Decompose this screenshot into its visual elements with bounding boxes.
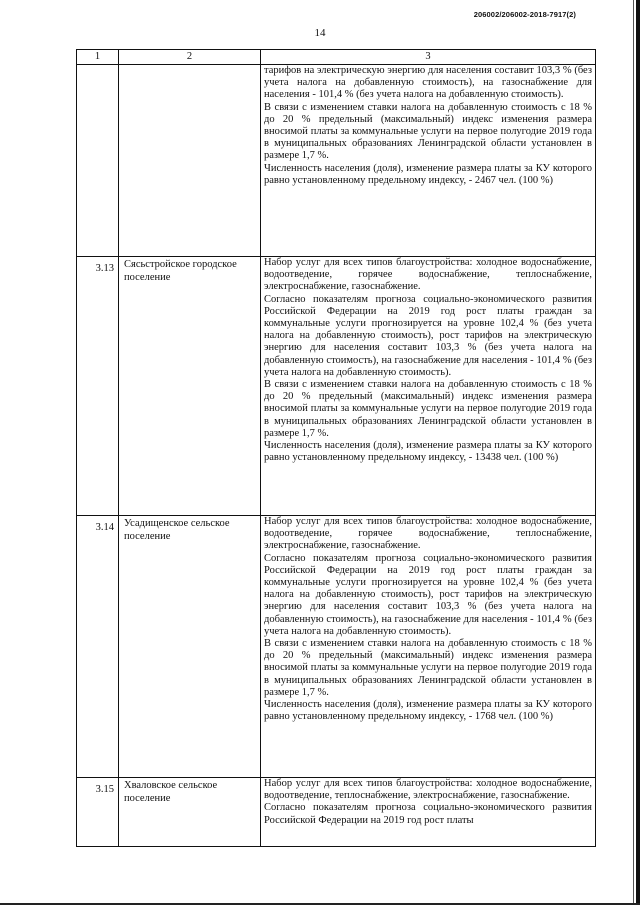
table-row xyxy=(77,257,595,516)
row-name-cell xyxy=(119,778,261,846)
paragraph: Согласно показателям прогноза социально-экономического развития Российской Федерации на 2019 год рост платы граждан за коммунальные услуги прогнозируется на уровне 102,4 % (без учета налога на добавленную стоимость), рост тарифов на электрическую энергию для населения составит 103,3 % (без учета налога на добавленную стоимость), на газоснабжение для населения - 101,4 % (без учета налога на добавленную стоимость). xyxy=(264,293,592,378)
row-text-cell xyxy=(261,516,595,777)
paragraph: Набор услуг для всех типов благоустройства: холодное водоснабжение, водоотведение, теплоснабжение, электроснабжение, газоснабжение. xyxy=(264,778,592,802)
page-number: 14 xyxy=(314,27,326,39)
table-row xyxy=(77,516,595,778)
paragraph: Набор услуг для всех типов благоустройства: холодное водоснабжение, водоотведение, горячее водоснабжение, теплоснабжение, электроснабжение, газоснабжение. xyxy=(264,257,592,293)
row-number: 3.15 xyxy=(95,784,114,795)
paragraph: В связи с изменением ставки налога на добавленную стоимость с 18 % до 20 % предельный (максимальный) индекс изменения размера вносимой платы за коммунальные услуги на первое полугодие 2019 года в муниципальных образованиях Ленинградской области установлен в размере 1,7 %. xyxy=(264,379,592,439)
row-text-cell xyxy=(261,65,595,256)
paragraph: Набор услуг для всех типов благоустройства: холодное водоснабжение, водоотведение, горячее водоснабжение, теплоснабжение, электроснабжение, газоснабжение. xyxy=(264,516,592,552)
paragraph: Численность населения (доля), изменение размера платы за КУ которого равно установленному предельному индексу, - 13438 чел. (100 %) xyxy=(264,440,592,464)
paragraph: Согласно показателям прогноза социально-экономического развития Российской Федерации на 2019 год рост платы граждан за коммунальные услуги прогнозируется на уровне 102,4 % (без учета налога на добавленную стоимость), рост тарифов на электрическую энергию для населения составит 103,3 % (без учета налога на добавленную стоимость), на газоснабжение для населения - 101,4 % (без учета налога на добавленную стоимость). xyxy=(264,552,592,637)
settlement-name: Сясьстройское городское поселение xyxy=(124,259,237,283)
document-id: 206002/206002-2018-7917(2) xyxy=(473,10,576,19)
paragraph: В связи с изменением ставки налога на добавленную стоимость с 18 % до 20 % предельный (максимальный) индекс изменения размера вносимой платы за коммунальные услуги на первое полугодие 2019 года в муниципальных образованиях Ленинградской области установлен в размере 1,7 %. xyxy=(264,638,592,698)
paragraph: Согласно показателям прогноза социально-экономического развития Российской Федерации на 2019 год рост платы xyxy=(264,802,592,826)
settlement-name: Усадищенское сельское поселение xyxy=(124,518,230,542)
row-text-cell xyxy=(261,778,595,846)
row-number-cell xyxy=(77,257,119,515)
data-table xyxy=(76,49,596,847)
settlement-name: Хваловское сельское поселение xyxy=(124,780,218,804)
paragraph: Численность населения (доля), изменение размера платы за КУ которого равно установленному предельному индексу, - 1768 чел. (100 %) xyxy=(264,699,592,723)
paragraph: Численность населения (доля), изменение размера платы за КУ которого равно установленному предельному индексу, - 2467 чел. (100 %) xyxy=(264,162,592,186)
table-row xyxy=(77,65,595,257)
paragraph: В связи с изменением ставки налога на добавленную стоимость с 18 % до 20 % предельный (максимальный) индекс изменения размера вносимой платы за коммунальные услуги на первое полугодие 2019 года в муниципальных образованиях Ленинградской области установлен в размере 1,7 %. xyxy=(264,101,592,162)
header-col-1: 1 xyxy=(77,50,119,64)
row-number-cell xyxy=(77,778,119,846)
row-number-cell xyxy=(77,65,119,256)
row-text-cell xyxy=(261,257,595,515)
row-name-cell xyxy=(119,516,261,777)
header-col-3: 3 xyxy=(425,51,431,62)
scan-edge-shadow xyxy=(636,0,640,905)
row-number-cell xyxy=(77,516,119,777)
table-header xyxy=(77,50,595,65)
row-name-cell xyxy=(119,65,261,256)
table-row xyxy=(77,778,595,847)
scan-edge-line xyxy=(633,0,634,905)
row-name-cell xyxy=(119,257,261,515)
header-col-2: 2 xyxy=(119,50,261,64)
paragraph: тарифов на электрическую энергию для населения составит 103,3 % (без учета налога на добавленную стоимость), на газоснабжение для населения - 101,4 % (без учета налога на добавленную стоимость). xyxy=(264,65,592,101)
row-number: 3.14 xyxy=(95,522,114,533)
row-number: 3.13 xyxy=(95,263,114,274)
